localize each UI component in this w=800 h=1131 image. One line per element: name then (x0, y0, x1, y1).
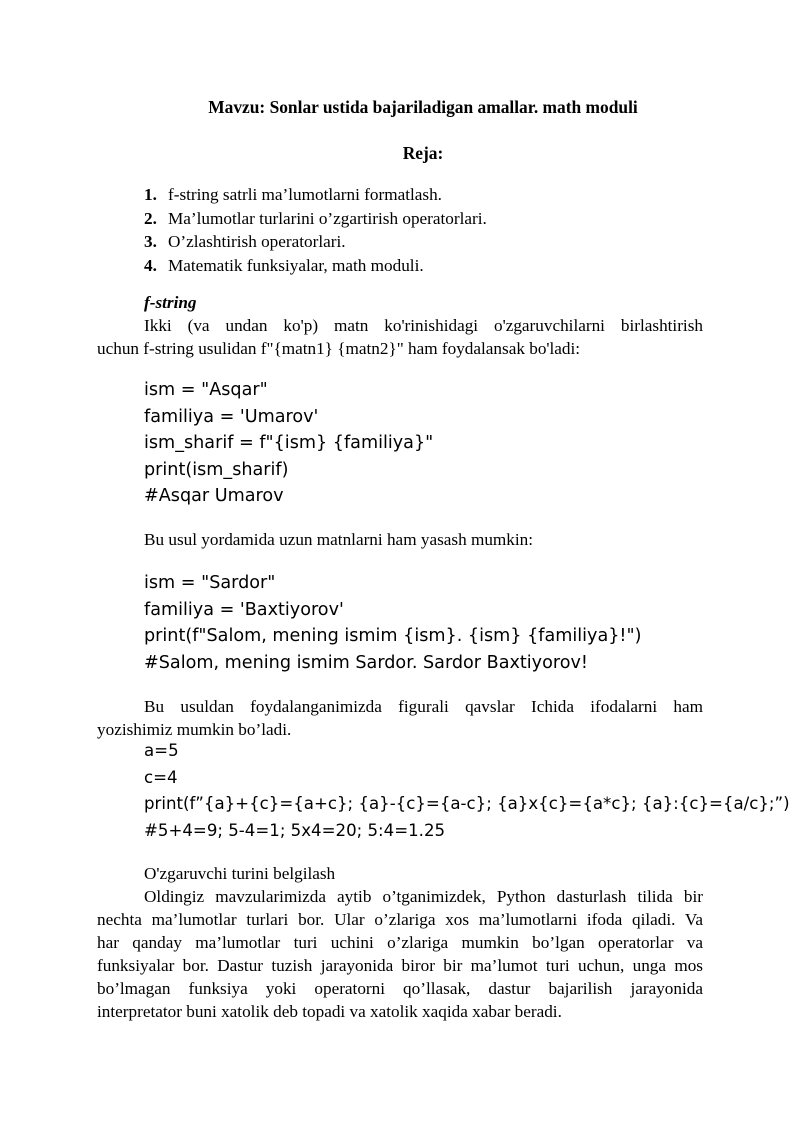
code-line: print(f”{a}+{c}={a+c}; {a}-{c}={a-c}; {a}x{c}={a*c}; {a}:{c}={a/c};”) (144, 794, 790, 813)
plan-item-number: 1. (144, 185, 157, 204)
paragraph-line: Bu usuldan foydalanganimizda figurali qavslar Ichida ifodalarni ham (144, 697, 703, 716)
plan-item-number: 2. (144, 208, 157, 228)
code-line: ism_sharif = f"{ism} {familiya}" (144, 433, 434, 453)
code-line: ism = "Asqar" (144, 380, 268, 400)
paragraph-line: interpretator buni xatolik deb topadi va xatolik xaqida xabar beradi. (97, 1002, 562, 1021)
code-line: familiya = 'Umarov' (144, 406, 319, 427)
plan-item-text: Ma’lumotlar turlarini o’zgartirish operatorlari. (168, 208, 487, 228)
type-casting-paragraph (97, 885, 703, 1023)
code-line: #Asqar Umarov (144, 486, 284, 506)
section-heading-type-casting: O'zgaruvchi turini belgilash (144, 864, 336, 883)
plan-item (144, 183, 487, 207)
plan-item-number: 4. (144, 255, 157, 275)
code-line: print(ism_sharif) (144, 459, 289, 480)
plan-item-number: 3. (144, 232, 157, 251)
paragraph-line: yozishimiz mumkin bo’ladi. (97, 720, 292, 739)
code-line: ism = "Sardor" (144, 573, 276, 593)
code-line: #5+4=9; 5-4=1; 5x4=20; 5:4=1.25 (144, 820, 446, 840)
code-block-2 (144, 570, 641, 676)
plan-heading: Reja: (402, 143, 444, 163)
plan-item-text: O’zlashtirish operatorlari. (168, 232, 346, 251)
fstring-intro-paragraph (97, 314, 703, 360)
code-line: #Salom, mening ismim Sardor. Sardor Baxtiyorov! (144, 652, 588, 673)
fstring-heading: f-string (144, 293, 197, 312)
paragraph-line: har qanday ma’lumotlar turi uchini o’zlariga mumkin bo’lgan operatorlar va (97, 933, 703, 952)
code-block-1 (144, 377, 433, 510)
plan-item-text: f-string satrli ma’lumotlarni formatlash. (168, 185, 442, 204)
expressions-paragraph (97, 695, 703, 741)
code-line: c=4 (144, 767, 178, 787)
code-line: print(f"Salom, mening ismim {ism}. {ism} {familiya}!") (144, 626, 642, 646)
code-line: familiya = 'Baxtiyorov' (144, 599, 344, 620)
code-block-3 (144, 738, 790, 844)
paragraph-line: Ikki (va undan ko'p) matn ko'rinishidagi o'zgaruvchilarni birlashtirish (144, 316, 703, 335)
plan-list (144, 183, 487, 277)
code-line: a=5 (144, 741, 179, 760)
document-title: Mavzu: Sonlar ustida bajariladigan amallar. math moduli (208, 97, 638, 117)
long-text-paragraph: Bu usul yordamida uzun matnlarni ham yasash mumkin: (144, 530, 534, 549)
paragraph-line: Oldingiz mavzularimizda aytib o’tganimizdek, Python dasturlash tilida bir (144, 887, 703, 906)
plan-item-text: Matematik funksiyalar, math moduli. (168, 255, 424, 275)
plan-item (144, 230, 487, 254)
plan-item (144, 207, 487, 231)
plan-item (144, 254, 487, 278)
paragraph-line: nechta ma’lumotlar turlari bor. Ular o’zlariga xos ma’lumotlarni ifoda qiladi. Va (97, 910, 703, 929)
paragraph-line: uchun f-string usulidan f"{matn1} {matn2}" ham foydalansak bo'ladi: (97, 339, 581, 358)
paragraph-line: bo’lmagan funksiya yoki operatorni qo’llasak, dastur bajarilish jarayonida (97, 979, 703, 998)
paragraph-line: funksiyalar bor. Dastur tuzish jarayonida biror bir ma’lumot turi uchun, unga mos (97, 956, 703, 975)
